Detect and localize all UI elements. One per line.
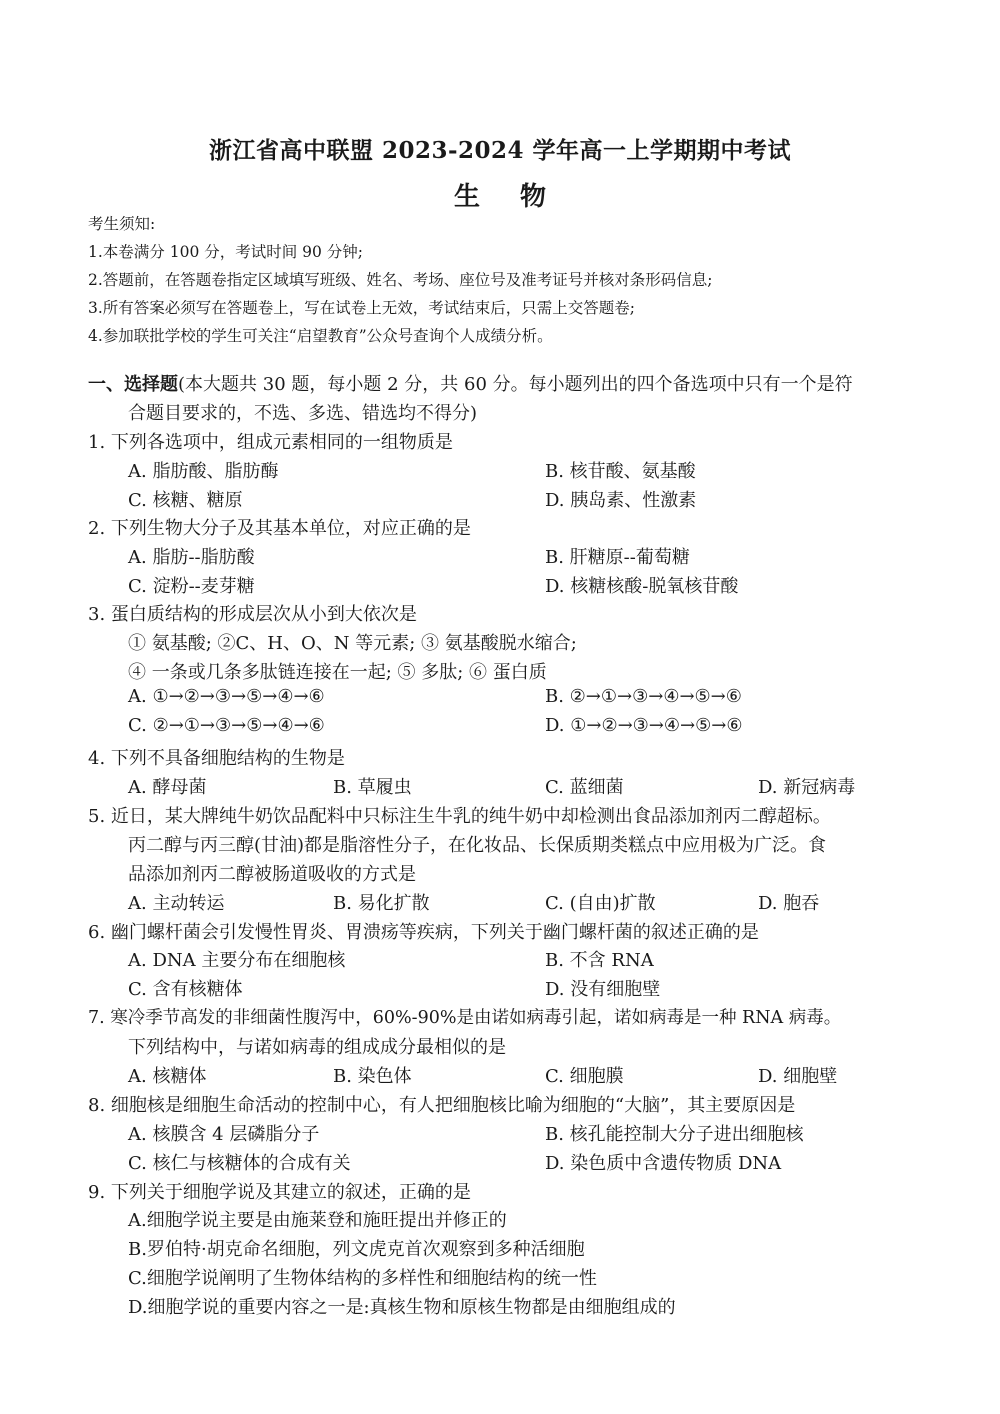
question-stem: 8. 细胞核是细胞生命活动的控制中心，有人把细胞核比喻为细胞的“大脑”，其主要原因是 (88, 1095, 796, 1116)
question-stem: 6. 幽门螺杆菌会引发慢性胃炎、胃溃疡等疾病，下列关于幽门螺杆菌的叙述正确的是 (88, 922, 759, 943)
option-a: A. ①→②→③→⑤→④→⑥ (128, 686, 325, 707)
option-b: B. 核苷酸、氨基酸 (545, 461, 696, 482)
option-a: A. 核膜含 4 层磷脂分子 (128, 1124, 320, 1145)
option-c: C. 蓝细菌 (545, 777, 624, 798)
option-b: B. ②→①→③→④→⑤→⑥ (545, 686, 742, 707)
option-c: C. (自由)扩散 (545, 893, 656, 914)
question-stem: 4. 下列不具备细胞结构的生物是 (88, 748, 345, 769)
option-d: D. 核糖核酸-脱氧核苷酸 (545, 576, 739, 597)
question-stem: 1. 下列各选项中，组成元素相同的一组物质是 (88, 432, 453, 453)
section-instructions-cont: 合题目要求的，不选、多选、错选均不得分) (128, 403, 478, 424)
option-c: C. 淀粉--麦芽糖 (128, 576, 255, 597)
option-d: D. 没有细胞壁 (545, 979, 661, 1000)
question-stem: 9. 下列关于细胞学说及其建立的叙述，正确的是 (88, 1182, 471, 1203)
option-d: D. 胞吞 (758, 893, 820, 914)
option-b: B. 草履虫 (333, 777, 412, 798)
option-d: D. 新冠病毒 (758, 777, 856, 798)
option-b: B. 染色体 (333, 1066, 412, 1087)
question-line: 下列结构中，与诺如病毒的组成成分最相似的是 (128, 1037, 506, 1058)
option-b: B. 肝糖原--葡萄糖 (545, 547, 690, 568)
option-b: B. 核孔能控制大分子进出细胞核 (545, 1124, 804, 1145)
question-line: 品添加剂丙二醇被肠道吸收的方式是 (128, 864, 416, 885)
notice-item: 4.参加联批学校的学生可关注“启望教育”公众号查询个人成绩分析。 (88, 327, 553, 345)
exam-title: 浙江省高中联盟 2023-2024 学年高一上学期期中考试 (208, 137, 792, 164)
option-a: A. 脂肪酸、脂肪酶 (128, 461, 279, 482)
option-d: D. 细胞壁 (758, 1066, 838, 1087)
option-b: B.罗伯特·胡克命名细胞，列文虎克首次观察到多种活细胞 (128, 1239, 585, 1260)
option-a: A. 主动转运 (128, 893, 225, 914)
option-a: A. 脂肪--脂肪酸 (128, 547, 255, 568)
option-d: D. 染色质中含遗传物质 DNA (545, 1153, 782, 1174)
question-line: ④ 一条或几条多肽链连接在一起; ⑤ 多肽; ⑥ 蛋白质 (128, 662, 547, 683)
option-c: C.细胞学说阐明了生物体结构的多样性和细胞结构的统一性 (128, 1268, 597, 1289)
option-d: D.细胞学说的重要内容之一是:真核生物和原核生物都是由细胞组成的 (128, 1297, 676, 1318)
option-c: C. 核仁与核糖体的合成有关 (128, 1153, 351, 1174)
option-b: B. 不含 RNA (545, 950, 654, 971)
option-d: D. ①→②→③→④→⑤→⑥ (545, 715, 743, 736)
option-d: D. 胰岛素、性激素 (545, 490, 697, 511)
subject-title: 生物 (453, 182, 586, 212)
option-c: C. 含有核糖体 (128, 979, 243, 1000)
question-stem: 3. 蛋白质结构的形成层次从小到大依次是 (88, 604, 417, 625)
question-stem: 5. 近日，某大牌纯牛奶饮品配料中只标注生牛乳的纯牛奶中却检测出食品添加剂丙二醇超标。 (88, 806, 831, 827)
exam-notice (88, 210, 713, 350)
option-c: C. ②→①→③→⑤→④→⑥ (128, 715, 325, 736)
section-heading (88, 370, 853, 396)
question-line: ① 氨基酸; ②C、H、O、N 等元素; ③ 氨基酸脱水缩合; (128, 633, 577, 654)
option-a: A. DNA 主要分布在细胞核 (128, 950, 346, 971)
option-a: A. 核糖体 (128, 1066, 207, 1087)
option-b: B. 易化扩散 (333, 893, 430, 914)
section-instructions: (本大题共 30 题，每小题 2 分，共 60 分。每小题列出的四个备选项中只有一个是符 (178, 374, 853, 395)
question-stem: 7. 寒冷季节高发的非细菌性腹泻中，60%-90%是由诺如病毒引起，诺如病毒是一种 RNA 病毒。 (88, 1008, 842, 1028)
option-a: A. 酵母菌 (128, 777, 207, 798)
option-a: A.细胞学说主要是由施莱登和施旺提出并修正的 (128, 1210, 507, 1231)
question-line: 丙二醇与丙三醇(甘油)都是脂溶性分子，在化妆品、长保质期类糕点中应用极为广泛。食 (128, 835, 827, 856)
option-c: C. 核糖、糖原 (128, 490, 243, 511)
section-label: 一、选择题 (88, 374, 178, 395)
notice-item: 1.本卷满分 100 分，考试时间 90 分钟; (88, 243, 364, 261)
notice-item: 3.所有答案必须写在答题卷上，写在试卷上无效，考试结束后，只需上交答题卷; (88, 299, 636, 317)
question-stem: 2. 下列生物大分子及其基本单位，对应正确的是 (88, 518, 471, 539)
notice-heading: 考生须知: (88, 215, 156, 233)
notice-item: 2.答题前，在答题卷指定区域填写班级、姓名、考场、座位号及准考证号并核对条形码信息; (88, 271, 713, 289)
option-c: C. 细胞膜 (545, 1066, 624, 1087)
